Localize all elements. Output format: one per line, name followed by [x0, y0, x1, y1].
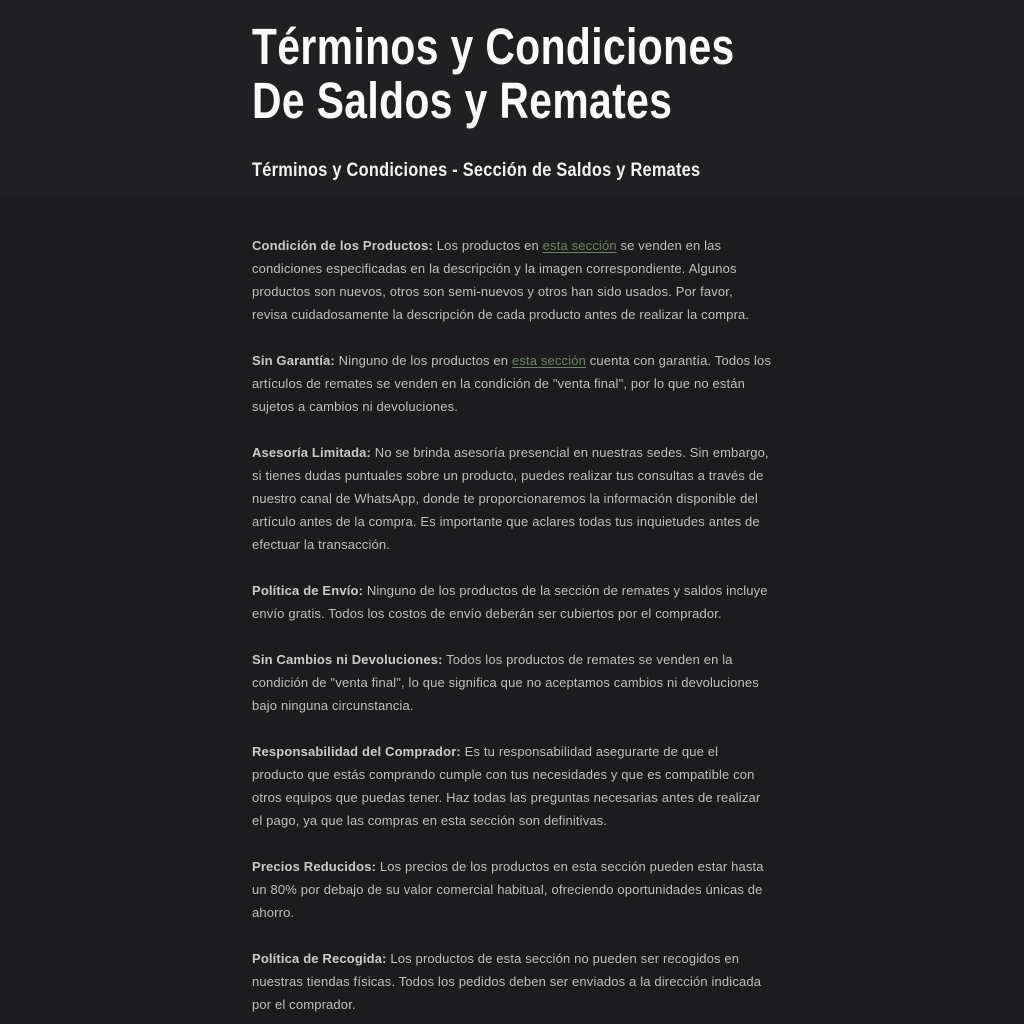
- terms-paragraph: [252, 579, 772, 625]
- page-title: [252, 20, 772, 128]
- terms-paragraph: [252, 441, 772, 556]
- term-label: Sin Garantía:: [252, 353, 335, 368]
- term-label: Política de Envío:: [252, 583, 364, 598]
- terms-paragraph: [252, 740, 772, 832]
- paragraph-text: No se brinda asesoría presencial en nuestras sedes. Sin embargo, si tienes dudas puntuales sobre un producto, puedes realizar tus consultas a través de nuestro canal de WhatsApp, donde te proporcionaremos la información disponible del artículo antes de la compra. Es importante que aclares todas tus inquietudes antes de efectuar la transacción.: [252, 445, 769, 552]
- term-label: Sin Cambios ni Devoluciones:: [252, 652, 443, 667]
- paragraph-text: Los productos de esta sección no pueden ser recogidos en nuestras tiendas físicas. Todos los pedidos deben ser enviados a la dirección indicada por el comprador.: [252, 951, 762, 1012]
- page-subtitle: Términos y Condiciones - Sección de Saldos y Remates: [252, 160, 701, 181]
- term-label: Precios Reducidos:: [252, 859, 377, 874]
- terms-paragraphs: [252, 234, 772, 1016]
- term-label: Política de Recogida:: [252, 951, 387, 966]
- term-label: Responsabilidad del Comprador:: [252, 744, 461, 759]
- terms-content: [0, 196, 1024, 1016]
- paragraph-text: Ninguno de los productos de la sección de remates y saldos incluye envío gratis. Todos los costos de envío deberán ser cubiertos por el comprador.: [252, 583, 768, 621]
- paragraph-text: Los precios de los productos en esta sección pueden estar hasta un 80% por debajo de su valor comercial habitual, ofreciendo oportunidades únicas de ahorro.: [252, 859, 764, 920]
- term-label: Asesoría Limitada:: [252, 445, 372, 460]
- page-title-line-1: Términos y Condiciones: [252, 18, 735, 75]
- paragraph-text: se venden en las condiciones especificadas en la descripción y la imagen correspondiente. Algunos productos son nuevos, otros son semi-nuevos y otros han sido usados. Por favor, revisa cuidadosamente la descripción de cada producto antes de realizar la compra.: [252, 238, 750, 322]
- terms-paragraph: [252, 234, 772, 326]
- paragraph-text: Es tu responsabilidad asegurarte de que el producto que estás comprando cumple con tus necesidades y que es compatible con otros equipos que puedas tener. Haz todas las preguntas necesarias antes de realizar el pago, ya que las compras en esta sección son definitivas.: [252, 744, 761, 828]
- page-title-line-2: De Saldos y Remates: [252, 72, 673, 129]
- page-header: [0, 0, 1024, 196]
- terms-paragraph: [252, 349, 772, 418]
- paragraph-text: Los productos en: [433, 238, 543, 253]
- terms-paragraph: [252, 947, 772, 1016]
- term-label: Condición de los Productos:: [252, 238, 433, 253]
- terms-paragraph: [252, 648, 772, 717]
- paragraph-text: cuenta con garantía. Todos los artículos de remates se venden en la condición de "venta final", por lo que no están sujetos a cambios ni devoluciones.: [252, 353, 772, 414]
- paragraph-text: Ninguno de los productos en: [334, 353, 512, 368]
- section-link[interactable]: esta sección: [511, 353, 586, 368]
- section-link[interactable]: esta sección: [542, 238, 617, 253]
- terms-paragraph: [252, 855, 772, 924]
- paragraph-text: Todos los productos de remates se venden en la condición de "venta final", lo que significa que no aceptamos cambios ni devoluciones bajo ninguna circunstancia.: [252, 652, 759, 713]
